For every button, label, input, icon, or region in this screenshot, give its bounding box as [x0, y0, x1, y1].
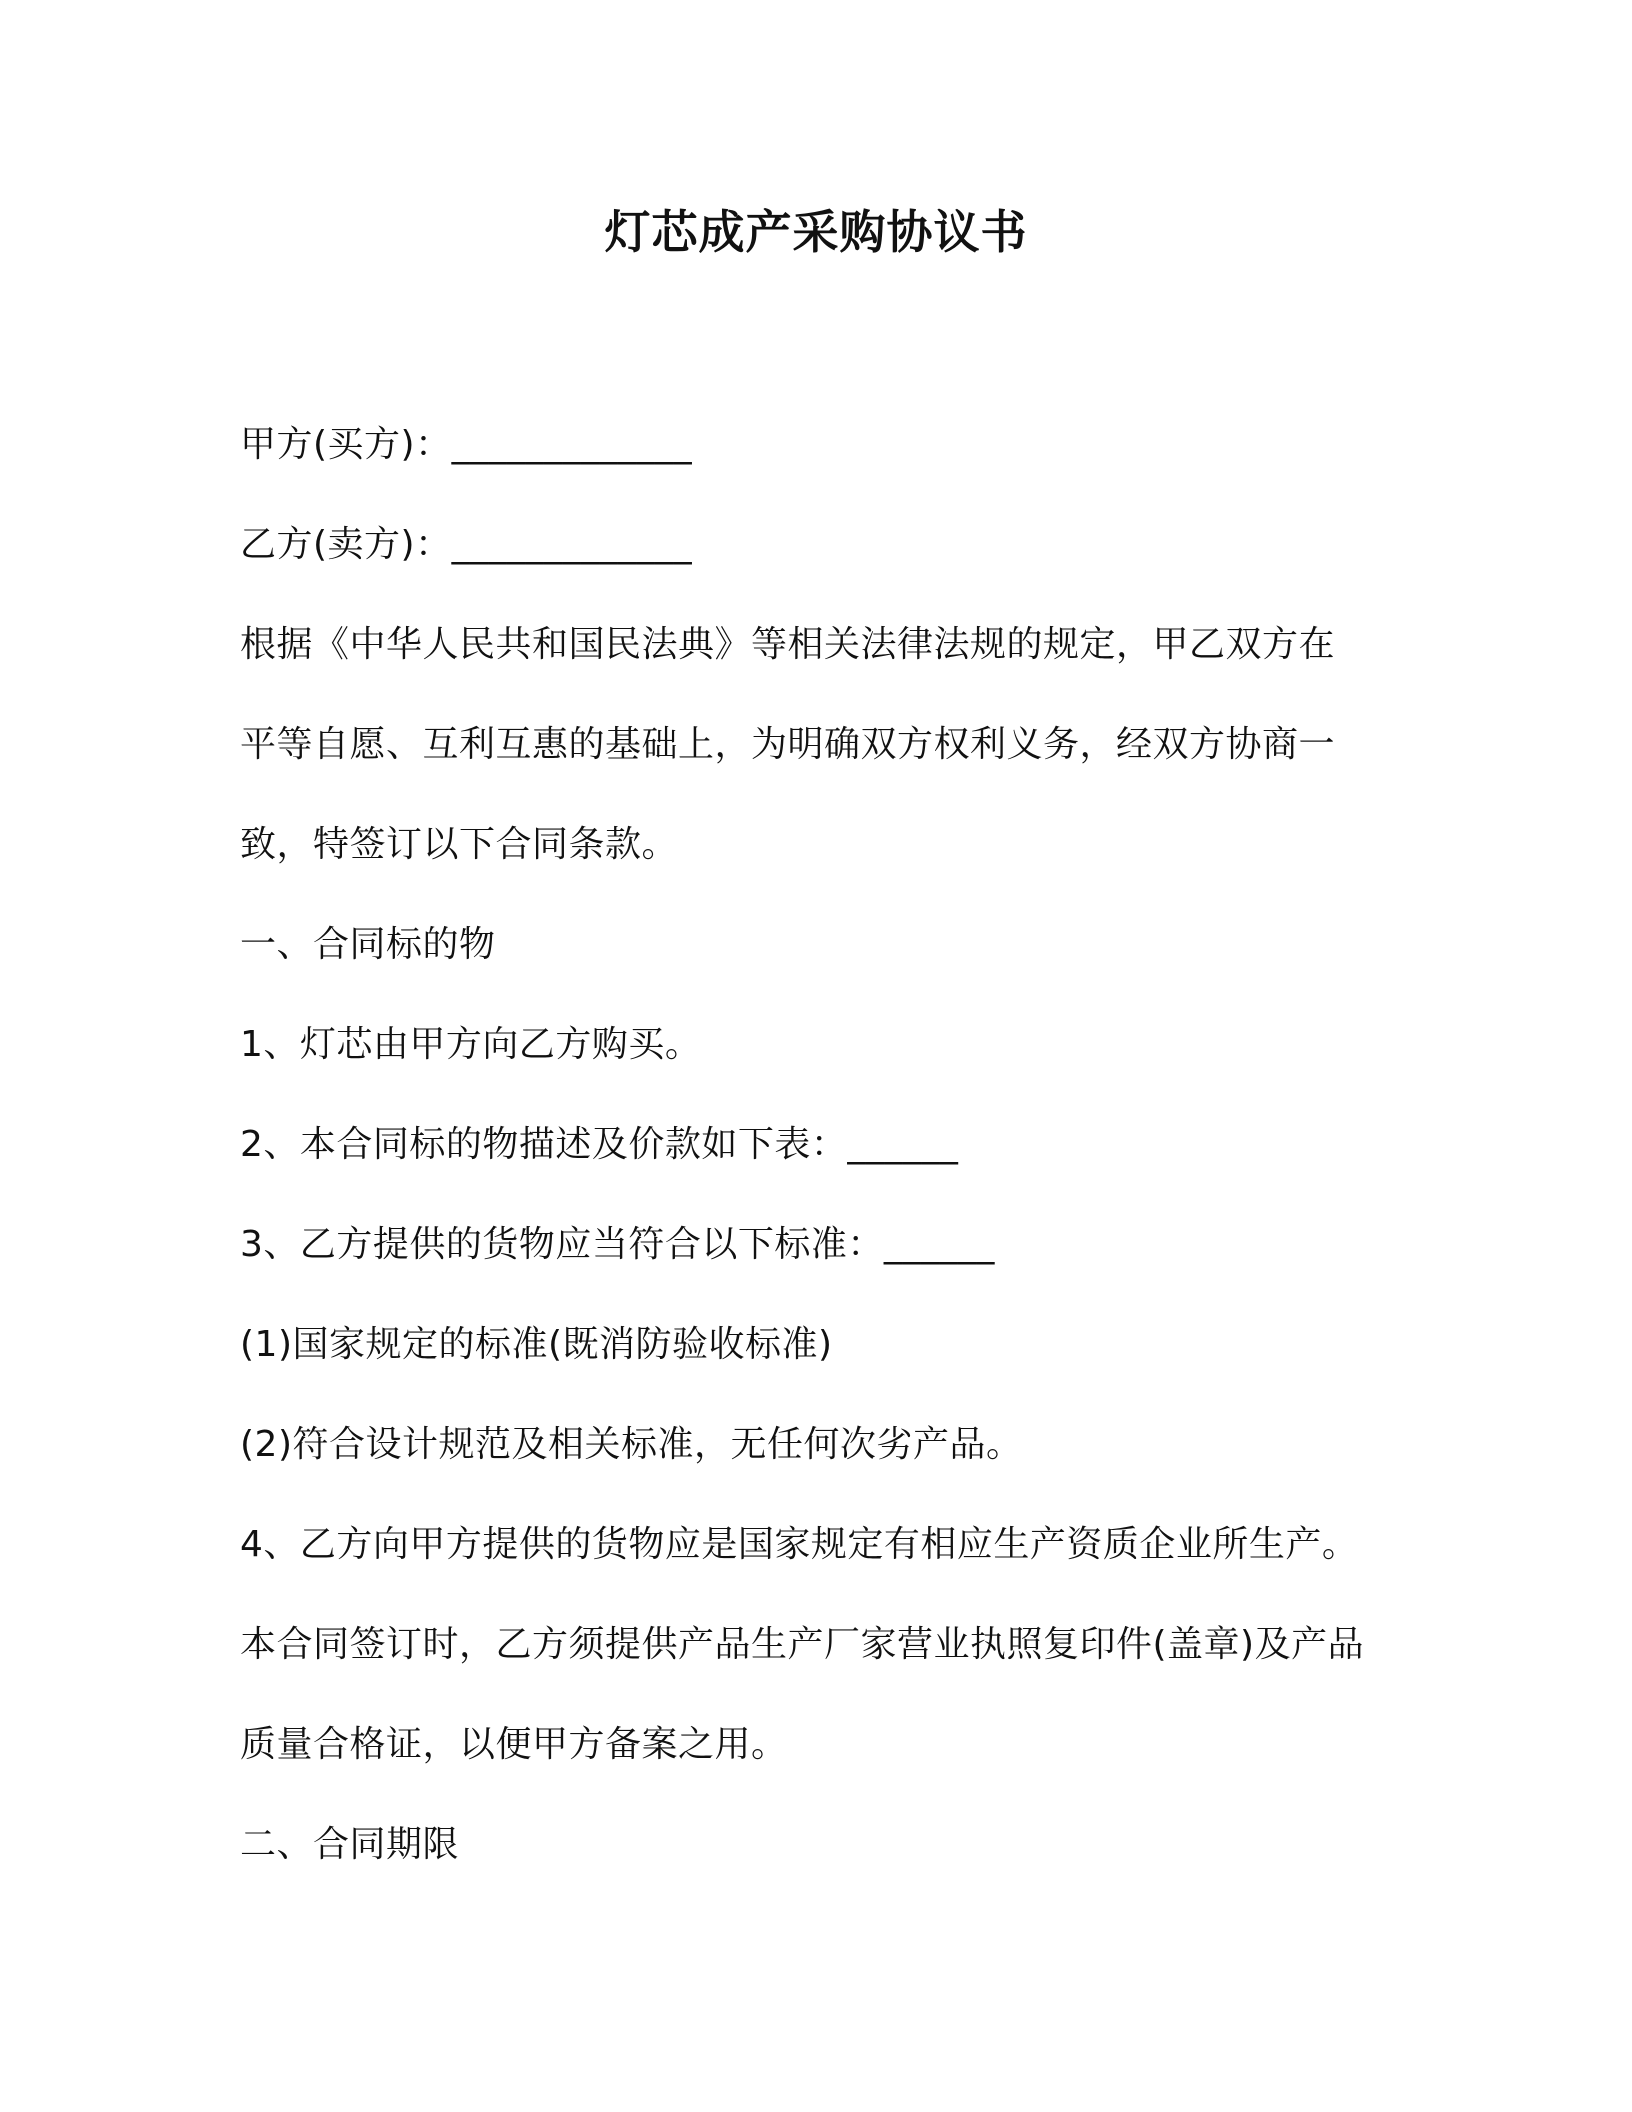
party-a-line: 甲方(买方)：_____________	[240, 424, 693, 465]
party-b-line: 乙方(卖方)：_____________	[240, 524, 693, 565]
clause-3: 3、乙方提供的货物应当符合以下标准：______	[240, 1224, 995, 1265]
section-heading-1: 一、合同标的物	[240, 924, 496, 965]
clause-4-line-3: 质量合格证，以便甲方备案之用。	[240, 1724, 788, 1765]
clause-1: 1、灯芯由甲方向乙方购买。	[240, 1024, 702, 1065]
section-heading-2: 二、合同期限	[240, 1824, 460, 1865]
clause-2: 2、本合同标的物描述及价款如下表：______	[240, 1124, 959, 1165]
clause-4-line-2: 本合同签订时，乙方须提供产品生产厂家营业执照复印件(盖章)及产品	[240, 1624, 1365, 1665]
clause-3-item-2: (2)符合设计规范及相关标准，无任何次劣产品。	[240, 1424, 1023, 1465]
clause-3-item-1: (1)国家规定的标准(既消防验收标准)	[240, 1324, 833, 1365]
preamble-line-2: 平等自愿、互利互惠的基础上，为明确双方权利义务，经双方协商一	[240, 724, 1336, 765]
clause-4-line-1: 4、乙方向甲方提供的货物应是国家规定有相应生产资质企业所生产。	[240, 1524, 1359, 1565]
preamble-line-3: 致，特签订以下合同条款。	[240, 824, 679, 865]
preamble-line-1: 根据《中华人民共和国民法典》等相关法律法规的规定，甲乙双方在	[240, 624, 1336, 665]
document-title: 灯芯成产采购协议书	[604, 205, 1028, 259]
